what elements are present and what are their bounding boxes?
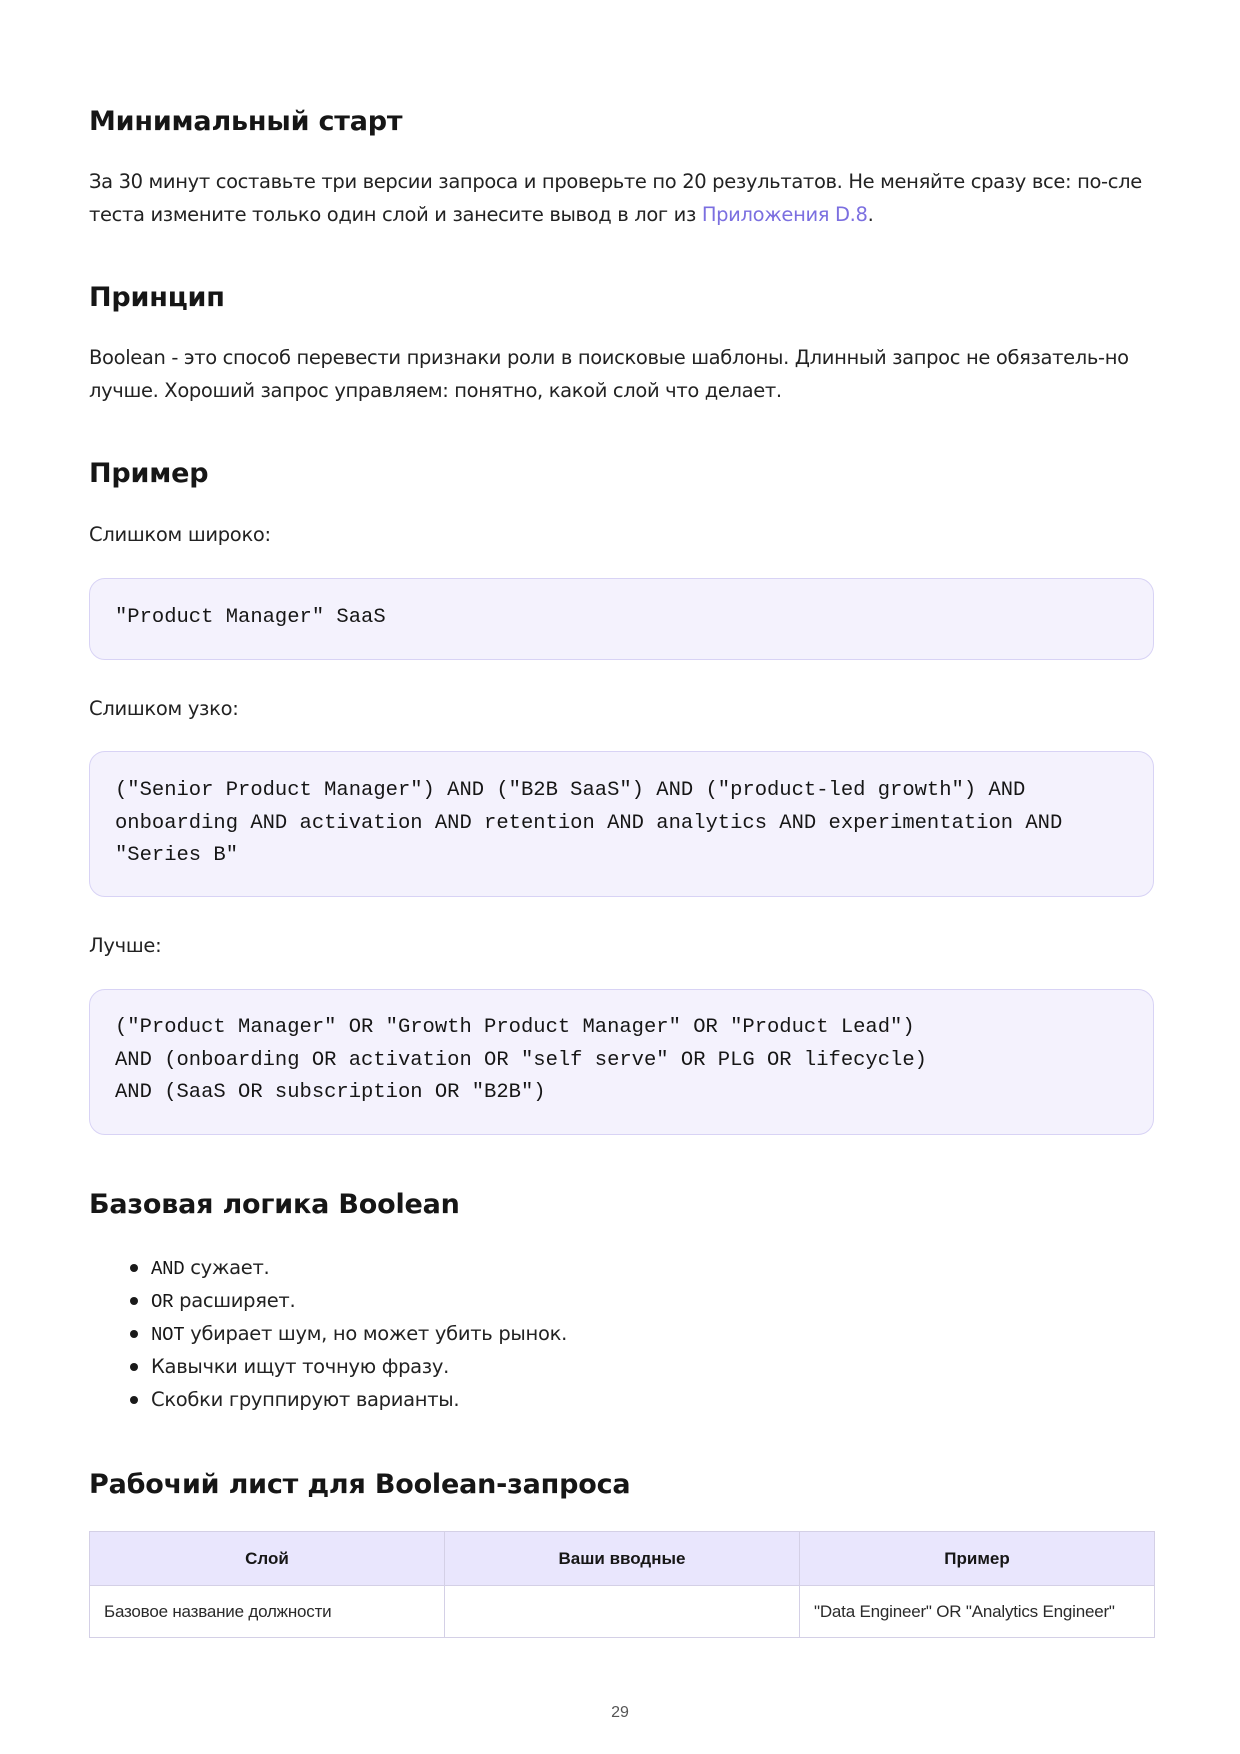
keyword-not: NOT: [151, 1324, 185, 1346]
column-header: Ваши вводные: [445, 1532, 800, 1586]
table-row: [90, 1586, 1155, 1638]
list-item: [151, 1383, 567, 1416]
section-title-logic: Базовая логика Boolean: [89, 1189, 460, 1220]
section-title-example: Пример: [89, 458, 209, 489]
section-title-worksheet: Рабочий лист для Boolean-запроса: [89, 1469, 631, 1500]
section-title-min-start: Минимальный старт: [89, 106, 403, 137]
code-block-too-broad: [89, 578, 1154, 660]
code-better: ("Product Manager" OR "Growth Product Manager" OR "Product Lead") AND (onboarding OR activation OR "self serve" OR PLG OR lifecycle) AND (SaaS OR subscription OR "B2B"): [115, 1016, 927, 1104]
list-item: [151, 1251, 567, 1284]
list-item: [151, 1317, 567, 1350]
min-start-text-end: .: [867, 203, 874, 226]
list-item-text: убирает шум, но может убить рынок.: [184, 1322, 567, 1345]
table-cell: "Data Engineer" OR "Analytics Engineer": [800, 1586, 1155, 1638]
code-block-better: [89, 989, 1154, 1135]
keyword-or: OR: [151, 1291, 174, 1313]
page-number: 29: [611, 1704, 629, 1721]
list-item-text: Кавычки ищут точную фразу.: [151, 1355, 450, 1378]
column-header: Пример: [800, 1532, 1155, 1586]
appendix-link[interactable]: Приложения D.8: [701, 203, 868, 226]
min-start-text: За 30 минут составьте три версии запроса и проверьте по 20 результатов. Не меняйте сразу все: по-сле теста измените только один слой и занесите вывод в лог из: [89, 170, 1142, 226]
too-broad-label: Слишком широко:: [89, 523, 271, 546]
code-too-narrow: ("Senior Product Manager") AND ("B2B SaaS") AND ("product-led growth") AND onboarding AND activation AND retention AND analytics AND experimentation AND "Series B": [115, 779, 1063, 867]
list-item: [151, 1284, 567, 1317]
too-narrow-label: Слишком узко:: [89, 697, 239, 720]
list-item-text: расширяет.: [173, 1289, 296, 1312]
table-cell: Базовое название должности: [90, 1586, 445, 1638]
table-header-row: [90, 1532, 1155, 1586]
list-item-text: Скобки группируют варианты.: [151, 1388, 460, 1411]
list-item-text: сужает.: [184, 1256, 270, 1279]
keyword-and: AND: [151, 1258, 185, 1280]
worksheet-table: [89, 1531, 1155, 1638]
code-too-broad: "Product Manager" SaaS: [115, 606, 386, 629]
section-title-principle: Принцип: [89, 282, 225, 313]
min-start-paragraph: [89, 165, 1154, 231]
better-label: Лучше:: [89, 934, 162, 957]
table-cell: [445, 1586, 800, 1638]
column-header: Слой: [90, 1532, 445, 1586]
principle-paragraph: Boolean - это способ перевести признаки роли в поисковые шаблоны. Длинный запрос не обязатель-но лучше. Хороший запрос управляем: понятно, какой слой что делает.: [89, 346, 1129, 402]
logic-list: [151, 1251, 567, 1416]
code-block-too-narrow: [89, 751, 1154, 897]
list-item: [151, 1350, 567, 1383]
